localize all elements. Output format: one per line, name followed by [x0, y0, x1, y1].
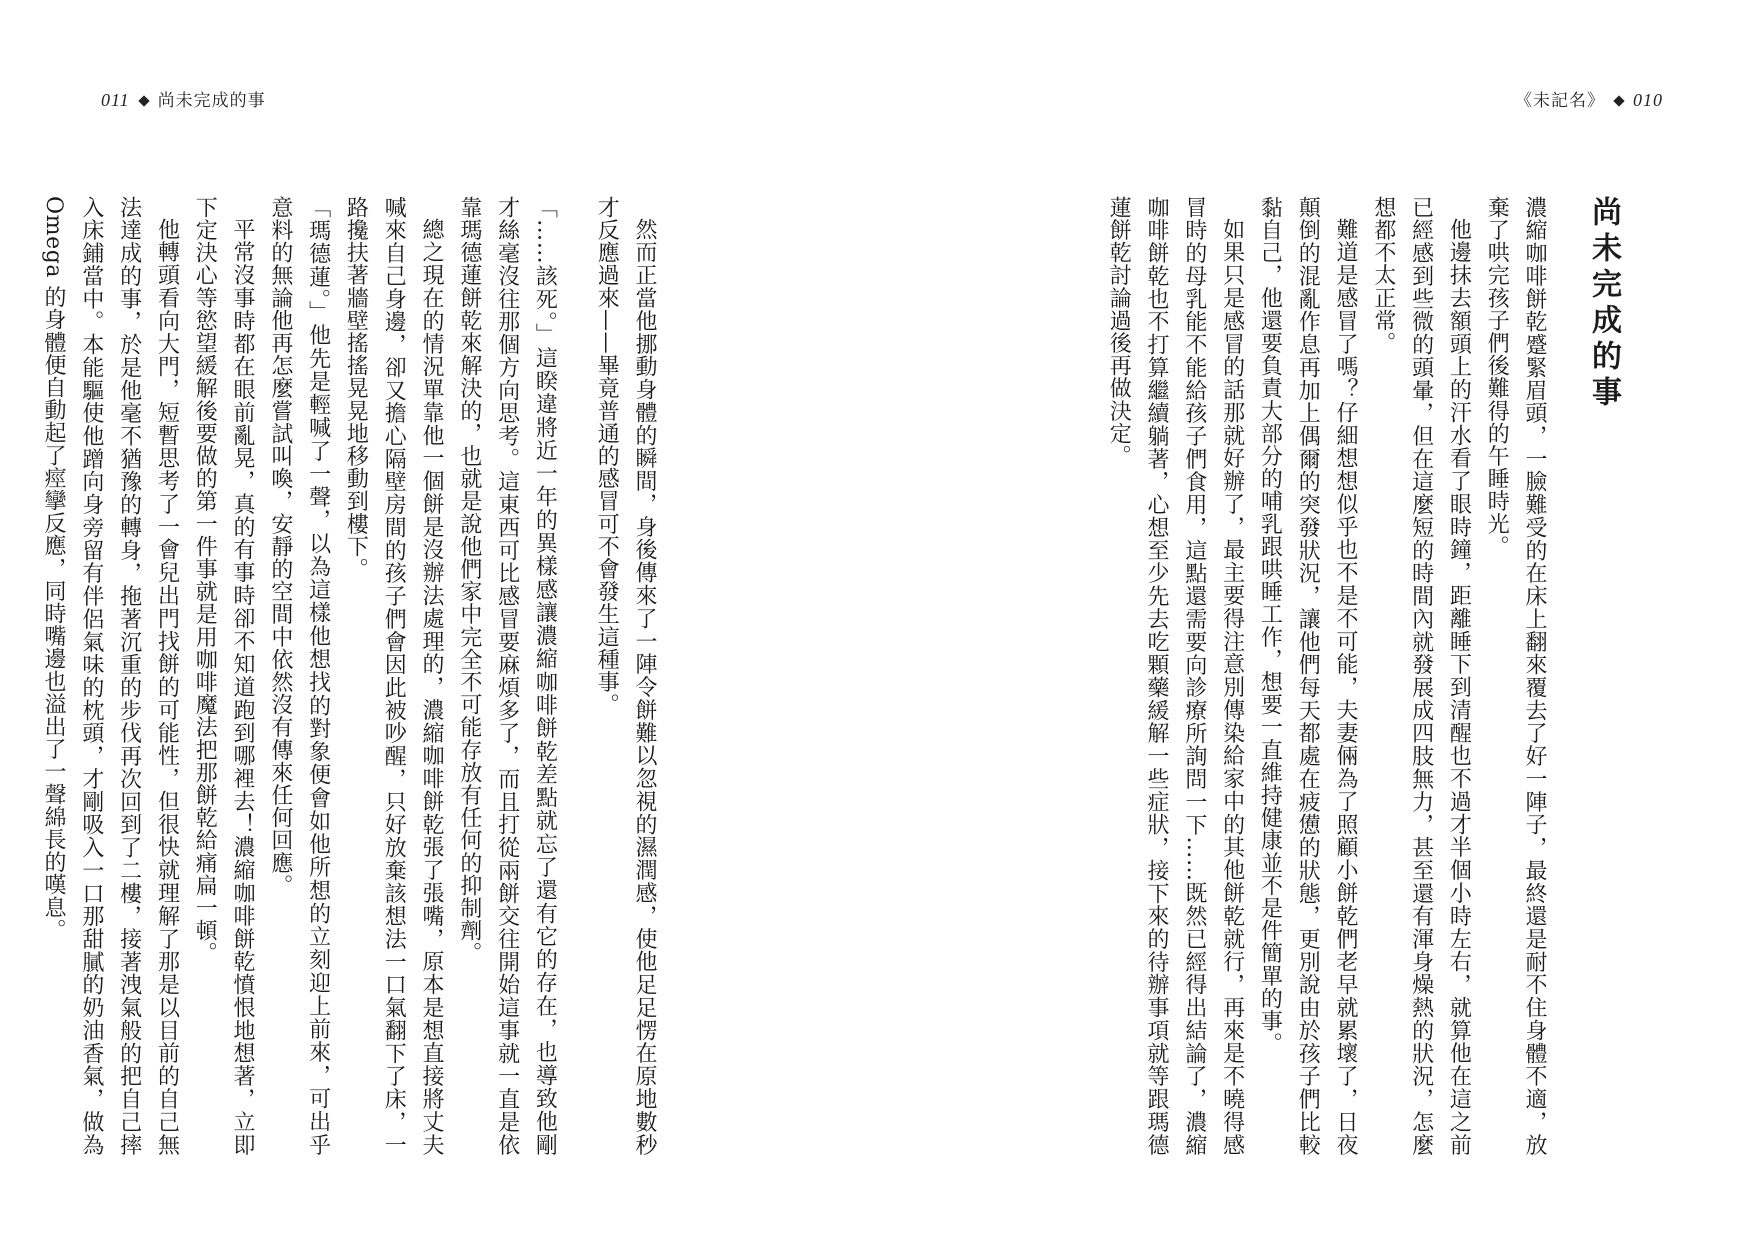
- right-running-title: 《未記名》: [1515, 91, 1605, 111]
- paragraph: 濃縮咖啡餅乾蹙緊眉頭，一臉難受的在床上翻來覆去了好一陣子，最終還是耐不住身體不適，放棄了哄完孩子們後難得的午睡時光。: [1484, 196, 1547, 1156]
- paragraph: 他邊抹去額頭上的汗水看了眼時鐘，距離睡下到清醒也不過才半個小時左右，就算他在這之前已經感到些微的頭暈，但在這麼短的時間內就發展成四肢無力，甚至還有渾身燥熱的狀況，怎麼想都不太正常。: [1370, 196, 1472, 1156]
- section-gap: [563, 196, 587, 1156]
- right-page-body: [713, 196, 1553, 1156]
- paragraph: 平常沒事時都在眼前亂晃，真的有事時卻不知道跑到哪裡去！濃縮咖啡餅乾憤恨地想著，立即下定決心等慾望緩解後要做的第一件事就是用咖啡魔法把那餅乾給痛扁一頓。: [192, 196, 256, 1156]
- paragraph: 然而正當他挪動身體的瞬間，身後傳來了一陣令餅難以忽視的濕潤感，使他足足愣在原地數秒才反應過來——畢竟普通的感冒可不會發生這種事。: [594, 196, 657, 1156]
- paragraph: 總之現在的情況單靠他一個餅是沒辦法處理的，濃縮咖啡餅乾張了張嘴，原本是想直接將丈夫喊來自己身邊，卻又擔心隔壁房間的孩子們會因此被吵醒，只好放棄該想法一口氣翻下了床，一路攙扶著牆壁搖搖晃晃地移動到樓下。: [343, 196, 445, 1156]
- left-running-title: 尚未完成的事: [157, 91, 266, 111]
- paragraph: 難道是感冒了嗎？仔細想想似乎也不是不可能，夫妻倆為了照顧小餅乾們老早就累壞了，日夜顛倒的混亂作息再加上偶爾的突發狀況，讓他們每天都處在疲憊的狀態，更別說由於孩子們比較黏自己，他還要負責大部分的哺乳跟哄睡工作，想要一直維持健康並不是件簡單的事。: [1257, 196, 1359, 1156]
- left-page-number: 011: [101, 90, 130, 110]
- left-page-body: [41, 196, 663, 1156]
- paragraph: 「瑪德蓮。」他先是輕喊了一聲，以為這樣他想找的對象便會如他所想的立刻迎上前來，可出乎意料的無論他再怎麼嘗試叫喚，安靜的空間中依然沒有傳來任何回應。: [267, 196, 331, 1156]
- chapter-title: 尚未完成的事: [1586, 196, 1621, 412]
- paragraph: 「……該死。」這睽違將近一年的異樣感讓濃縮咖啡餅乾差點就忘了還有它的存在，也導致他剛才絲毫沒往那個方向思考。這東西可比感冒要麻煩多了，而且打從兩餅交往開始這事就一直是依靠瑪德蓮餅乾來解決的，也就是說他們家中完全不可能存放有任何的抑制劑。: [456, 196, 558, 1156]
- right-page-number: 010: [1633, 90, 1663, 110]
- right-page-header: [1515, 86, 1663, 111]
- left-page-header: [101, 86, 266, 111]
- paragraph: 如果只是感冒的話那就好辦了，最主要得注意別傳染給家中的其他餅乾就行，再來是不曉得感冒時的母乳能不能給孩子們食用，這點還需要向診療所詢問一下……既然已經得出結論了，濃縮咖啡餅乾也不打算繼續躺著，心想至少先去吃顆藥緩解一些症狀，接下來的待辦事項就等跟瑪德蓮餅乾討論過後再做決定。: [1106, 196, 1245, 1156]
- paragraph: 他轉頭看向大門，短暫思考了一會兒出門找餅的可能性，但很快就理解了那是以目前的自己無法達成的事，於是他毫不猶豫的轉身，拖著沉重的步伐再次回到了二樓，接著洩氣般的把自己摔入床鋪當中。本能驅使他蹭向身旁留有伴侶氣味的枕頭，才剛吸入一口那甜膩的奶油香氣，做為 Omega 的身體便自動起了痙攣反應，同時嘴邊也溢出了一聲綿長的嘆息。: [41, 196, 180, 1156]
- diamond-icon: [138, 95, 149, 106]
- diamond-icon: [1613, 95, 1624, 106]
